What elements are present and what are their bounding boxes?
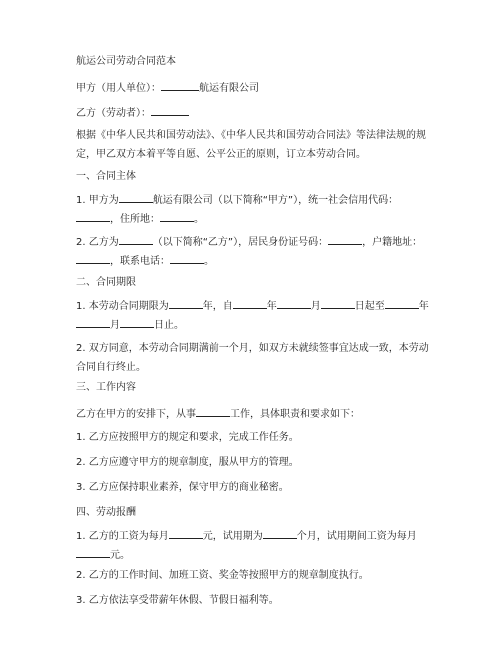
party-a-line: [76, 80, 259, 95]
document-title: 航运公司劳动合同范本: [76, 56, 176, 67]
clause-text: 月: [110, 320, 120, 331]
section-heading: 四、劳动报酬: [76, 507, 136, 518]
party-a-label: 甲方（用人单位）：: [76, 83, 161, 94]
clause-text: 1. 乙方的工资为每月: [76, 531, 169, 542]
clause-text: 年，自: [202, 301, 233, 312]
blank-field: [170, 253, 204, 264]
clause-text: 个月，试用期间工资为每月: [296, 531, 417, 542]
section4-item: 2. 乙方的工作时间、加班工资、奖金等按照甲方的规章制度执行。: [76, 570, 369, 581]
section3-intro: [76, 406, 360, 421]
clause-line: 2. 双方同意，本劳动合同期满前一个月，如双方未就续签事宜达成一致，本劳动: [76, 343, 429, 354]
blank-field: [277, 298, 311, 309]
clause-line: [76, 233, 436, 252]
section4-item1: [76, 527, 436, 565]
blank-field: [76, 211, 110, 222]
clause-text: 月: [310, 301, 321, 312]
clause-text: 年: [266, 301, 277, 312]
clause-line: [76, 316, 436, 335]
party-a-suffix: 航运有限公司: [199, 83, 259, 94]
clause-text: （以下简称“乙方”），居民身份证号码：: [152, 237, 329, 248]
clause-line: [76, 191, 436, 210]
blank-field: [233, 298, 267, 309]
blank-field: [328, 234, 362, 245]
clause-text: 2. 乙方为: [76, 237, 119, 248]
preamble-line: 定，甲乙双方本着平等自愿、公平公正的原则，订立本劳动合同。: [76, 149, 366, 160]
blank-field: [76, 253, 110, 264]
section4-item: 3. 乙方依法享受带薪年休假、节假日福利等。: [76, 595, 279, 606]
preamble-line: 根据《中华人民共和国劳动法》、《中华人民共和国劳动合同法》等法律法规的规: [76, 130, 426, 141]
blank-field: [76, 547, 110, 558]
blank-field: [151, 105, 189, 116]
clause-text: ，住所地：: [110, 214, 160, 225]
clause-line: [76, 297, 436, 316]
section-heading: 三、工作内容: [76, 382, 136, 393]
blank-field: [76, 317, 110, 328]
party-b-line: [76, 105, 189, 120]
section1-item1: [76, 191, 436, 229]
section3-item: 3. 乙方应保持职业素养，保守甲方的商业秘密。: [76, 482, 289, 493]
section-heading: 一、合同主体: [76, 171, 136, 182]
blank-field: [169, 298, 203, 309]
clause-text: 年: [418, 301, 429, 312]
blank-field: [119, 192, 153, 203]
party-b-label: 乙方（劳动者）：: [76, 108, 151, 119]
section-heading: 二、合同期限: [76, 277, 136, 288]
clause-text: 。: [194, 214, 204, 225]
clause-text: ，联系电话：: [110, 256, 170, 267]
clause-text: 元，试用期为: [202, 531, 263, 542]
clause-text: 乙方在甲方的安排下，从事: [76, 409, 196, 420]
section1-item2: [76, 233, 436, 271]
clause-line: [76, 252, 436, 271]
clause-text: 1. 甲方为: [76, 195, 119, 206]
blank-field: [263, 528, 297, 539]
clause-text: ，户籍地址：: [362, 237, 423, 248]
blank-field: [169, 528, 203, 539]
clause-text: 工作，具体职责和要求如下：: [230, 409, 360, 420]
clause-text: 日止。: [154, 320, 184, 331]
section2-item2: [76, 339, 436, 377]
section3-item: 2. 乙方应遵守甲方的规章制度，服从甲方的管理。: [76, 457, 299, 468]
blank-field: [385, 298, 419, 309]
blank-field: [119, 234, 153, 245]
blank-field: [120, 317, 154, 328]
blank-field: [196, 406, 230, 417]
section3-item: 1. 乙方应按照甲方的规定和要求，完成工作任务。: [76, 432, 299, 443]
blank-field: [160, 211, 194, 222]
clause-text: 元。: [110, 550, 130, 561]
clause-line: [76, 546, 436, 565]
blank-field: [321, 298, 355, 309]
clause-text: 1. 本劳动合同期限为: [76, 301, 169, 312]
clause-text: 日起至: [354, 301, 385, 312]
clause-line: [76, 527, 436, 546]
clause-line: 合同自行终止。: [76, 362, 146, 373]
clause-line: [76, 210, 436, 229]
clause-text: 。: [204, 256, 214, 267]
clause-text: 航运有限公司（以下简称“甲方”），统一社会信用代码：: [152, 195, 399, 206]
blank-field: [161, 80, 199, 91]
section2-item1: [76, 297, 436, 335]
preamble-paragraph: [76, 126, 436, 164]
